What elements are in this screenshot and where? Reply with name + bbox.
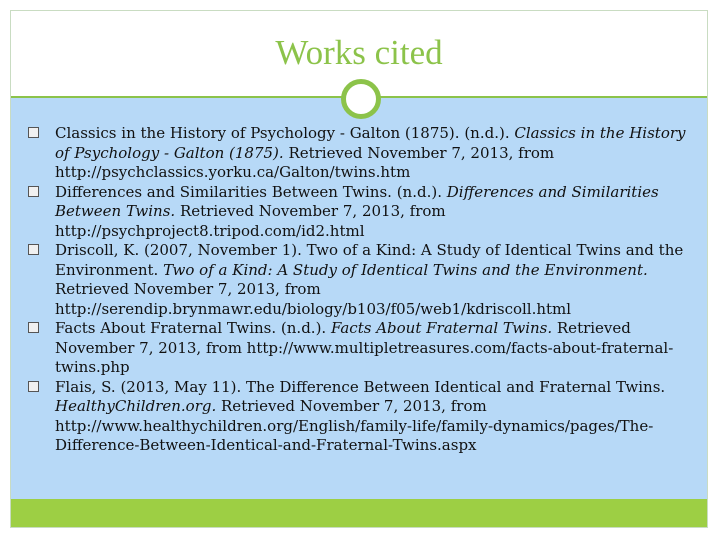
reference-retrieved: Retrieved November 7, 2013, from http://www.healthychildren.org/English/family-life/family-dynamics/pages/The-Difference-Between-Identical-and-Fraternal-Twins.aspx	[55, 397, 654, 454]
square-bullet-icon	[28, 381, 39, 392]
square-bullet-icon	[28, 244, 39, 255]
reference-item	[28, 124, 688, 183]
reference-title: Classics in the History of Psychology - Galton (1875).	[55, 124, 686, 162]
square-bullet-icon	[28, 127, 39, 138]
reference-text: Classics in the History of Psychology - Galton (1875). (n.d.).	[55, 124, 515, 142]
reference-item	[28, 319, 688, 378]
reference-retrieved: Retrieved November 7, 2013, from http://www.multipletreasures.com/facts-about-fraternal-twins.php	[55, 319, 674, 376]
reference-retrieved: Retrieved November 7, 2013, from http://psychclassics.yorku.ca/Galton/twins.htm	[55, 143, 555, 181]
slide-title: Works cited	[275, 33, 443, 72]
reference-text: Facts About Fraternal Twins. (n.d.).	[55, 319, 331, 337]
reference-retrieved: Retrieved November 7, 2013, from http://psychproject8.tripod.com/id2.html	[55, 202, 446, 240]
reference-text: Differences and Similarities Between Twins. (n.d.).	[55, 182, 447, 201]
reference-text: Flais, S. (2013, May 11). The Difference Between Identical and Fraternal Twins.	[55, 377, 666, 396]
reference-item	[28, 378, 688, 456]
square-bullet-icon	[28, 186, 39, 197]
reference-item	[28, 183, 688, 242]
reference-title: Facts About Fraternal Twins.	[330, 319, 553, 337]
reference-item	[28, 241, 688, 319]
reference-title: Two of a Kind: A Study of Identical Twins and the Environment.	[163, 260, 648, 279]
circle-ornament-icon	[341, 79, 381, 119]
reference-title: HealthyChildren.org.	[55, 397, 217, 415]
reference-retrieved: Retrieved November 7, 2013, from http://serendip.brynmawr.edu/biology/b103/f05/web1/kdriscoll.html	[55, 280, 572, 318]
reference-text: Driscoll, K. (2007, November 1). Two of a Kind: A Study of Identical Twins and the Environment.	[55, 241, 684, 279]
reference-list	[28, 124, 688, 456]
square-bullet-icon	[28, 322, 39, 333]
reference-title: Differences and Similarities Between Twins.	[55, 182, 659, 220]
bottom-bar	[11, 499, 707, 527]
